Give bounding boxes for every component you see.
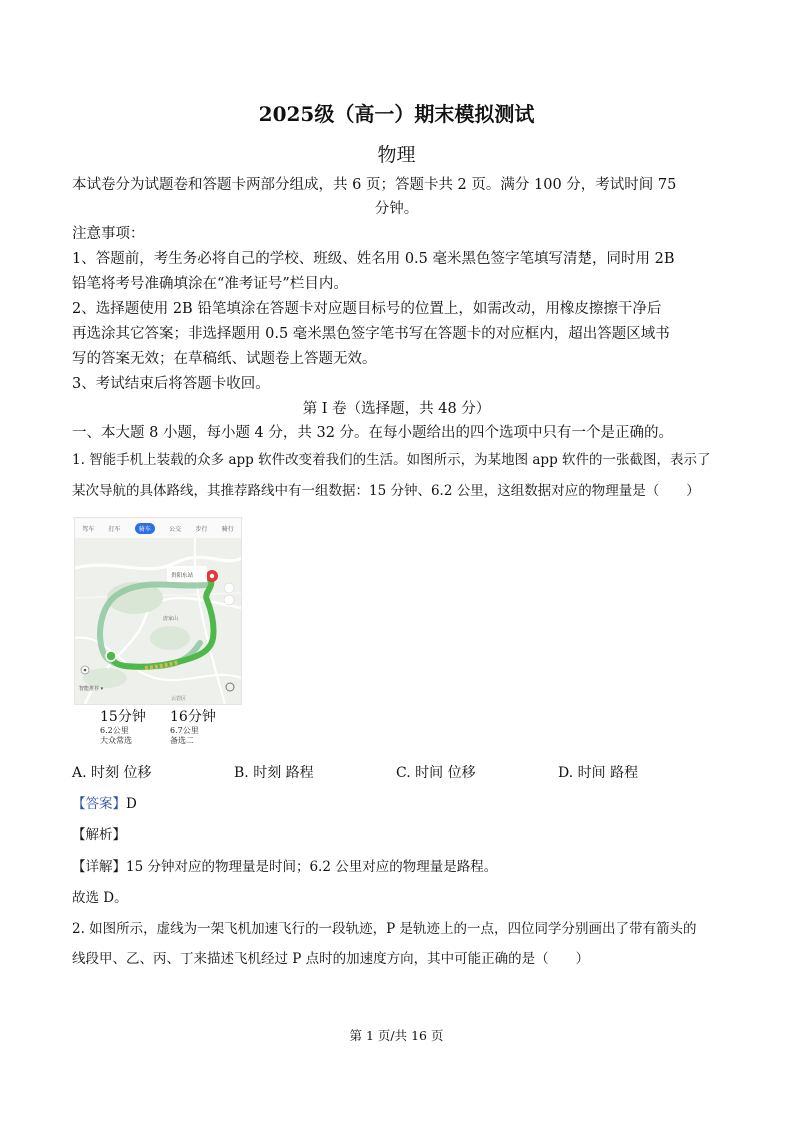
notes-item-1-line-2: 铅笔将考号准确填涂在“准考证号”栏目内。 xyxy=(72,276,348,292)
detail-tag: 【详解】 xyxy=(72,859,126,875)
page-footer: 第 1 页/共 16 页 xyxy=(349,1028,444,1043)
notes-item-2-line-3: 写的答案无效；在草稿纸、试题卷上答题无效。 xyxy=(72,351,377,367)
notes-item-2-line-2: 再选涂其它答案；非选择题用 0.5 毫米黑色签字笔书写在答题卡的对应框内，超出答题区域书 xyxy=(72,326,670,342)
map-mode-tabs xyxy=(75,518,241,539)
map-tab-3[interactable]: 公交 xyxy=(169,525,182,533)
q1-stem-line-2: 某次导航的具体路线，其推荐路线中有一组数据：15 分钟、6.2 公里，这组数据对应的物理量是（ ） xyxy=(72,483,700,499)
notes-heading: 注意事项： xyxy=(72,226,145,242)
route-1-time: 15分钟 xyxy=(100,709,146,725)
route-1-distance: 6.2公里 xyxy=(100,726,129,735)
section-title: 第 I 卷（选择题，共 48 分） xyxy=(302,401,491,417)
section-instruction: 一、本大题 8 小题，每小题 4 分，共 32 分。在每小题给出的四个选项中只有一个是正确的。 xyxy=(72,425,674,441)
map-place-label: 唐家山 xyxy=(163,616,179,622)
map-tab-5[interactable]: 骑行 xyxy=(221,525,234,533)
notes-item-3: 3、考试结束后将答题卡收回。 xyxy=(72,376,270,392)
intro-line-1: 本试卷分为试题卷和答题卡两部分组成，共 6 页；答题卡共 2 页。满分 100 分，考试时间 75 xyxy=(72,177,677,193)
map-layer-icon[interactable] xyxy=(224,583,234,593)
q1-option-b: B. 时刻 路程 xyxy=(234,765,314,781)
map-tab-4[interactable]: 步行 xyxy=(195,525,208,533)
route-option-1[interactable] xyxy=(100,706,146,746)
map-tab-active[interactable]: 骑车 xyxy=(135,523,155,534)
intro-line-2: 分钟。 xyxy=(374,201,419,217)
q1-option-a: A. 时刻 位移 xyxy=(72,765,152,781)
answer-tag: 【答案】 xyxy=(72,796,126,812)
q2-stem-line-2: 线段甲、乙、丙、丁来描述飞机经过 P 点时的加速度方向，其中可能正确的是（ ） xyxy=(72,951,590,967)
q1-stem-line-1: 1. 智能手机上装载的众多 app 软件改变着我们的生活。如图所示，为某地图 app 软件的一张截图，表示了 xyxy=(72,452,711,468)
map-district-label: 云岩区 xyxy=(171,696,187,702)
map-dest-label: 贵阳东站 xyxy=(171,573,194,579)
route-1-tag: 大众常选 xyxy=(100,736,132,745)
q1-answer: D xyxy=(126,796,137,812)
map-screenshot xyxy=(74,517,242,705)
q1-detail-line xyxy=(72,855,752,879)
start-marker xyxy=(106,651,116,661)
page-subject: 物理 xyxy=(377,144,416,166)
q1-analysis-tag: 【解析】 xyxy=(72,827,126,843)
q1-detail: 15 分钟对应的物理量是时间；6.2 公里对应的物理量是路程。 xyxy=(126,859,498,875)
map-tab-0[interactable]: 驾车 xyxy=(82,525,95,533)
q1-answer-line xyxy=(72,792,137,816)
q1-option-c: C. 时间 位移 xyxy=(396,765,476,781)
route-2-time: 16分钟 xyxy=(170,709,216,725)
map-recommend-label[interactable]: 智能推荐 ▾ xyxy=(79,686,104,692)
notes-item-2-line-1: 2、选择题使用 2B 铅笔填涂在答题卡对应题目标号的位置上，如需改动，用橡皮擦擦干净后 xyxy=(72,301,662,317)
q1-option-d: D. 时间 路程 xyxy=(558,765,639,781)
notes-item-1-line-1: 1、答题前，考生务必将自己的学校、班级、姓名用 0.5 毫米黑色签字笔填写清楚，同时用 2B xyxy=(72,251,675,267)
route-2-distance: 6.7公里 xyxy=(170,726,199,735)
route-2-tag: 备选二 xyxy=(170,736,194,745)
q2-stem-line-1: 2. 如图所示，虚线为一架飞机加速飞行的一段轨迹，P 是轨迹上的一点，四位同学分别画出了带有箭头的 xyxy=(72,921,697,937)
q1-conclusion: 故选 D。 xyxy=(72,890,128,906)
map-canvas xyxy=(75,538,241,704)
map-more-icon[interactable] xyxy=(224,595,234,605)
route-option-2[interactable] xyxy=(170,706,216,746)
map-tab-1[interactable]: 打车 xyxy=(108,525,121,533)
page-title: 2025级（高一）期末模拟测试 xyxy=(258,102,535,126)
